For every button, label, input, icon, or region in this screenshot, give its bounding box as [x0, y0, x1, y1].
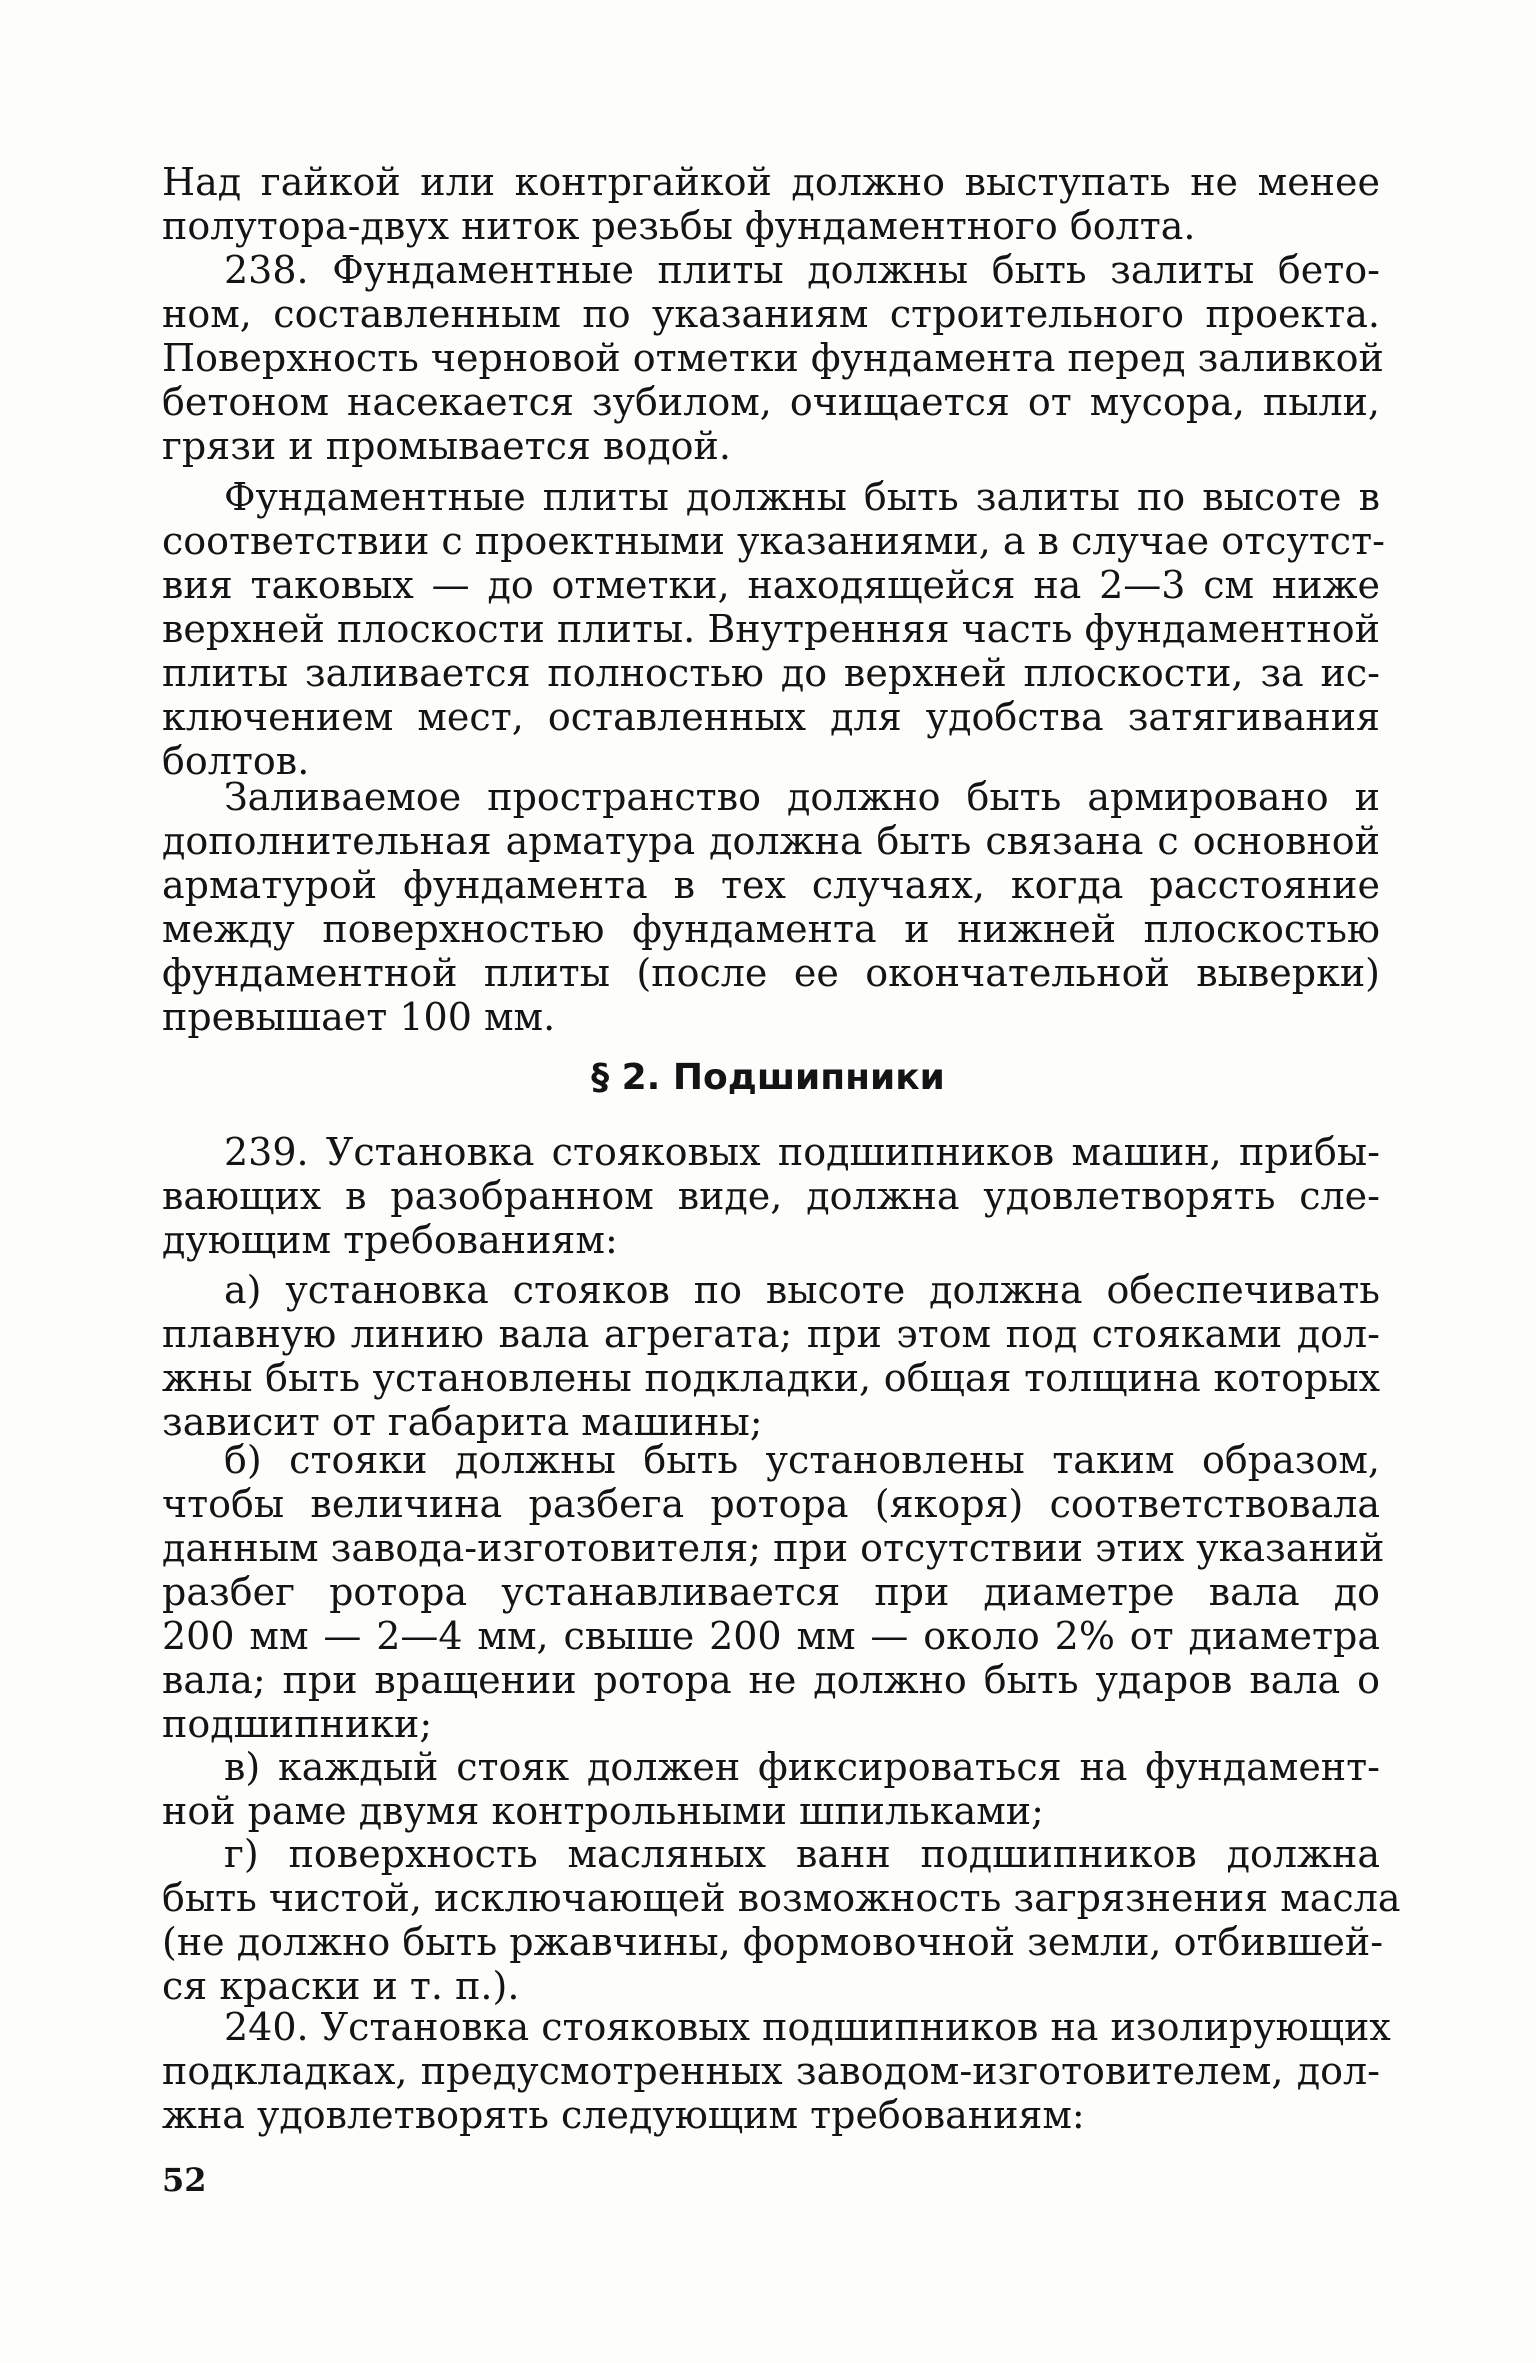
text-line: зависит от габарита машины; — [162, 1400, 763, 1444]
text-line: чтобы величина разбега ротора (якоря) соответствовала — [162, 1482, 1380, 1526]
text-line: ключением мест, оставленных для удобства затягивания — [162, 695, 1380, 739]
text-line: превышает 100 мм. — [162, 995, 556, 1039]
text-line: жна удовлетворять следующим требованиям: — [162, 2093, 1085, 2137]
text-line: жны быть установлены подкладки, общая толщина которых — [162, 1356, 1380, 1400]
text-line: плавную линию вала агрегата; при этом под стояками дол- — [162, 1312, 1380, 1356]
text-line: вия таковых — до отметки, находящейся на 2—3 см ниже — [162, 563, 1380, 607]
text-line: между поверхностью фундамента и нижней плоскостью — [162, 907, 1380, 951]
text-line: 238. Фундаментные плиты должны быть залиты бето- — [224, 248, 1380, 292]
item-v — [162, 1745, 1380, 1833]
text-line: разбег ротора устанавливается при диаметре вала до — [162, 1570, 1380, 1614]
text-line: ном, составленным по указаниям строительного проекта. — [162, 292, 1380, 336]
item-a — [162, 1268, 1380, 1444]
text-line: грязи и промывается водой. — [162, 424, 731, 468]
text-line: плиты заливается полностью до верхней плоскости, за ис- — [162, 651, 1380, 695]
paragraph-slab-pouring — [162, 475, 1385, 783]
text-line: бетоном насекается зубилом, очищается от мусора, пыли, — [162, 380, 1380, 424]
text-line: 200 мм — 2—4 мм, свыше 200 мм — около 2% от диаметра — [162, 1614, 1380, 1658]
text-line: а) установка стояков по высоте должна обеспечивать — [224, 1268, 1380, 1312]
text-line: подкладках, предусмотренных заводом-изготовителем, дол- — [162, 2049, 1380, 2093]
paragraph-reinforcement — [162, 775, 1380, 1039]
text-line: быть чистой, исключающей возможность загрязнения масла — [162, 1876, 1401, 1920]
text-line: соответствии с проектными указаниями, а в случае отсутст- — [162, 519, 1385, 563]
text-line: (не должно быть ржавчины, формовочной земли, отбившей- — [162, 1920, 1384, 1964]
item-b — [162, 1438, 1385, 1746]
text-line: ной раме двумя контрольными шпильками; — [162, 1789, 1044, 1833]
paragraph-240 — [162, 2005, 1391, 2137]
text-line: дующим требованиям: — [162, 1218, 618, 1262]
paragraph-bolt-thread — [162, 160, 1384, 468]
text-line: дополнительная арматура должна быть связана с основной — [162, 819, 1380, 863]
text-line: верхней плоскости плиты. Внутренняя часть фундаментной — [162, 607, 1380, 651]
text-line: Фундаментные плиты должны быть залиты по высоте в — [224, 475, 1380, 519]
text-line: 240. Установка стояковых подшипников на изолирующих — [224, 2005, 1391, 2049]
text-line: болтов. — [162, 739, 310, 783]
text-line: Поверхность черновой отметки фундамента перед заливкой — [162, 336, 1384, 380]
text-line: вающих в разобранном виде, должна удовлетворять сле- — [162, 1174, 1380, 1218]
section-heading: § 2. Подшипники — [591, 1057, 945, 1098]
text-line: ся краски и т. п.). — [162, 1964, 520, 2008]
text-line: Заливаемое пространство должно быть армировано и — [224, 775, 1380, 819]
text-line: в) каждый стояк должен фиксироваться на фундамент- — [224, 1745, 1380, 1789]
page-number: 52 — [162, 2161, 207, 2199]
text-line: полутора-двух ниток резьбы фундаментного болта. — [162, 204, 1196, 248]
text-line: подшипники; — [162, 1702, 433, 1746]
text-line: вала; при вращении ротора не должно быть ударов вала о — [162, 1658, 1380, 1702]
text-line: фундаментной плиты (после ее окончательной выверки) — [162, 951, 1380, 995]
text-line: арматурой фундамента в тех случаях, когда расстояние — [162, 863, 1380, 907]
text-line: б) стояки должны быть установлены таким образом, — [224, 1438, 1380, 1482]
text-line: данным завода-изготовителя; при отсутствии этих указаний — [162, 1526, 1385, 1570]
item-g — [162, 1832, 1401, 2008]
text-line: 239. Установка стояковых подшипников машин, прибы- — [224, 1130, 1380, 1174]
text-line: Над гайкой или контргайкой должно выступать не менее — [162, 160, 1380, 204]
paragraph-239 — [162, 1130, 1380, 1262]
text-line: г) поверхность масляных ванн подшипников должна — [224, 1832, 1380, 1876]
